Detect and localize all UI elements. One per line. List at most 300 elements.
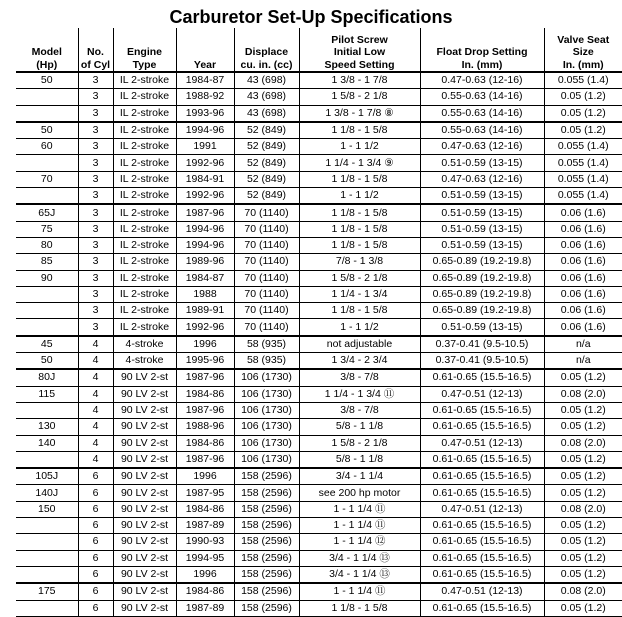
col-displace-cell: 106 (1730) (234, 386, 299, 402)
col-year-cell: 1994-95 (176, 550, 234, 566)
table-row (16, 534, 622, 550)
col-displace-cell: 52 (849) (234, 171, 299, 187)
col-model-cell: 85 (16, 254, 78, 270)
header-line: cu. in. (cc) (235, 59, 299, 72)
col-valve-cell: 0.06 (1.6) (544, 237, 622, 253)
col-year-cell: 1984-86 (176, 583, 234, 600)
col-year-cell: 1991 (176, 139, 234, 155)
col-displace-cell: 70 (1140) (234, 237, 299, 253)
table-row (16, 419, 622, 435)
col-cyl-cell: 3 (78, 286, 113, 302)
col-pilot-cell: 1 5/8 - 2 1/8 (299, 89, 420, 105)
col-pilot-cell: 1 - 1 1/4 ⑪ (299, 583, 420, 600)
col-pilot-cell: 3/4 - 1 1/4 (299, 468, 420, 485)
col-year-cell: 1994-96 (176, 221, 234, 237)
col-float-cell: 0.61-0.65 (15.5-16.5) (420, 451, 544, 468)
table-row (16, 566, 622, 583)
col-float-cell: 0.61-0.65 (15.5-16.5) (420, 600, 544, 616)
col-cyl-cell: 3 (78, 221, 113, 237)
col-engine-cell: IL 2-stroke (113, 303, 176, 319)
col-float-cell: 0.51-0.59 (13-15) (420, 221, 544, 237)
col-cyl-cell: 6 (78, 550, 113, 566)
col-float-cell: 0.47-0.63 (12-16) (420, 139, 544, 155)
col-pilot-cell: 1 3/4 - 2 3/4 (299, 353, 420, 370)
col-engine-cell: IL 2-stroke (113, 89, 176, 105)
col-engine-cell: 90 LV 2-st (113, 550, 176, 566)
col-valve-cell: 0.06 (1.6) (544, 303, 622, 319)
col-cyl-cell: 3 (78, 204, 113, 221)
col-displace-cell: 106 (1730) (234, 435, 299, 451)
col-model-cell: 70 (16, 171, 78, 187)
col-displace-cell: 158 (2596) (234, 550, 299, 566)
header-line: of Cyl (79, 59, 113, 72)
col-pilot-cell: 1 - 1 1/2 (299, 188, 420, 205)
col-float-cell: 0.61-0.65 (15.5-16.5) (420, 402, 544, 418)
col-year-cell: 1987-95 (176, 485, 234, 501)
col-engine-cell: 90 LV 2-st (113, 534, 176, 550)
col-model-cell: 115 (16, 386, 78, 402)
col-float-cell: 0.47-0.51 (12-13) (420, 501, 544, 517)
col-valve-cell: 0.055 (1.4) (544, 155, 622, 171)
col-float-cell: 0.61-0.65 (15.5-16.5) (420, 468, 544, 485)
col-engine-cell: 4-stroke (113, 336, 176, 353)
col-displace-cell: 106 (1730) (234, 369, 299, 386)
col-float-cell: 0.61-0.65 (15.5-16.5) (420, 566, 544, 583)
col-cyl-cell: 6 (78, 534, 113, 550)
col-cyl-cell: 3 (78, 319, 113, 336)
col-cyl-cell: 3 (78, 89, 113, 105)
col-float-cell: 0.51-0.59 (13-15) (420, 188, 544, 205)
col-year-cell: 1996 (176, 566, 234, 583)
col-year-cell: 1984-87 (176, 270, 234, 286)
col-model-cell (16, 155, 78, 171)
col-engine-cell: IL 2-stroke (113, 188, 176, 205)
header-line: Valve Seat (545, 34, 622, 47)
col-valve-cell: 0.08 (2.0) (544, 386, 622, 402)
col-pilot-cell: 1 5/8 - 2 1/8 (299, 270, 420, 286)
table-row (16, 369, 622, 386)
col-year-cell: 1992-96 (176, 155, 234, 171)
col-pilot-cell: 1 1/8 - 1 5/8 (299, 221, 420, 237)
col-year-cell: 1988-92 (176, 89, 234, 105)
col-float-cell: 0.65-0.89 (19.2-19.8) (420, 286, 544, 302)
col-pilot-cell: 1 3/8 - 1 7/8 ⑧ (299, 105, 420, 122)
col-engine-cell: 90 LV 2-st (113, 386, 176, 402)
col-displace-cell: 70 (1140) (234, 319, 299, 336)
col-float-cell: 0.51-0.59 (13-15) (420, 155, 544, 171)
col-displace-cell: 43 (698) (234, 72, 299, 89)
col-model-cell (16, 550, 78, 566)
col-pilot-cell: 3/4 - 1 1/4 ⑬ (299, 566, 420, 583)
table-row (16, 221, 622, 237)
col-valve-cell: 0.05 (1.2) (544, 600, 622, 616)
col-model-cell: 65J (16, 204, 78, 221)
col-cyl-cell: 6 (78, 518, 113, 534)
col-year-cell: 1989-91 (176, 303, 234, 319)
header-line: No. (79, 46, 113, 59)
col-engine-cell: 4-stroke (113, 353, 176, 370)
table-row (16, 386, 622, 402)
col-valve-cell: 0.05 (1.2) (544, 105, 622, 122)
col-engine-cell: 90 LV 2-st (113, 501, 176, 517)
col-year-cell: 1987-96 (176, 204, 234, 221)
col-displace-cell: 70 (1140) (234, 270, 299, 286)
col-pilot-cell: 1 1/4 - 1 3/4 ⑪ (299, 386, 420, 402)
col-year-cell: 1984-86 (176, 501, 234, 517)
col-model-cell (16, 89, 78, 105)
col-displace-cell: 70 (1140) (234, 221, 299, 237)
col-cyl-cell: 4 (78, 419, 113, 435)
col-model-cell (16, 451, 78, 468)
col-model-cell: 140J (16, 485, 78, 501)
col-valve-cell: 0.06 (1.6) (544, 286, 622, 302)
table-row (16, 122, 622, 139)
col-valve-cell: 0.06 (1.6) (544, 270, 622, 286)
table-row (16, 468, 622, 485)
col-model-cell (16, 600, 78, 616)
col-cyl-cell: 3 (78, 254, 113, 270)
col-model-header (16, 28, 78, 72)
col-model-cell: 90 (16, 270, 78, 286)
col-cyl-cell: 4 (78, 386, 113, 402)
col-engine-cell: IL 2-stroke (113, 204, 176, 221)
col-pilot-cell: 1 - 1 1/2 (299, 319, 420, 336)
col-cyl-cell: 3 (78, 237, 113, 253)
col-cyl-cell: 6 (78, 485, 113, 501)
col-model-cell (16, 319, 78, 336)
col-model-cell: 175 (16, 583, 78, 600)
col-float-cell: 0.55-0.63 (14-16) (420, 105, 544, 122)
table-row (16, 171, 622, 187)
col-valve-cell: 0.055 (1.4) (544, 171, 622, 187)
col-engine-cell: 90 LV 2-st (113, 566, 176, 583)
col-float-cell: 0.61-0.65 (15.5-16.5) (420, 369, 544, 386)
col-displace-cell: 52 (849) (234, 122, 299, 139)
col-year-cell: 1984-86 (176, 386, 234, 402)
col-model-cell: 80 (16, 237, 78, 253)
table-row (16, 139, 622, 155)
table-header-row (16, 28, 622, 72)
col-pilot-cell: 1 1/8 - 1 5/8 (299, 122, 420, 139)
col-model-cell: 75 (16, 221, 78, 237)
col-float-cell: 0.61-0.65 (15.5-16.5) (420, 534, 544, 550)
col-cyl-cell: 3 (78, 122, 113, 139)
col-valve-cell: 0.055 (1.4) (544, 139, 622, 155)
col-cyl-cell: 3 (78, 303, 113, 319)
col-displace-cell: 158 (2596) (234, 600, 299, 616)
col-pilot-cell: 1 1/8 - 1 5/8 (299, 171, 420, 187)
col-engine-cell: 90 LV 2-st (113, 518, 176, 534)
col-displace-cell: 52 (849) (234, 188, 299, 205)
col-year-cell: 1996 (176, 336, 234, 353)
table-row (16, 518, 622, 534)
col-model-cell: 50 (16, 122, 78, 139)
col-year-cell: 1984-91 (176, 171, 234, 187)
table-row (16, 286, 622, 302)
col-float-cell: 0.37-0.41 (9.5-10.5) (420, 336, 544, 353)
col-pilot-header (299, 28, 420, 72)
col-float-cell: 0.51-0.59 (13-15) (420, 319, 544, 336)
col-valve-cell: 0.05 (1.2) (544, 534, 622, 550)
col-pilot-cell: 1 1/8 - 1 5/8 (299, 237, 420, 253)
header-line: Type (114, 59, 176, 72)
col-year-cell: 1994-96 (176, 122, 234, 139)
col-valve-cell: 0.08 (2.0) (544, 435, 622, 451)
col-year-cell: 1988 (176, 286, 234, 302)
col-year-cell: 1984-86 (176, 435, 234, 451)
table-row (16, 485, 622, 501)
col-year-cell: 1987-96 (176, 451, 234, 468)
table-row (16, 600, 622, 616)
col-valve-cell: 0.05 (1.2) (544, 468, 622, 485)
col-cyl-cell: 4 (78, 402, 113, 418)
col-valve-cell: 0.05 (1.2) (544, 369, 622, 386)
col-engine-cell: IL 2-stroke (113, 105, 176, 122)
col-float-cell: 0.61-0.65 (15.5-16.5) (420, 550, 544, 566)
col-pilot-cell: 3/4 - 1 1/4 ⑬ (299, 550, 420, 566)
col-cyl-cell: 6 (78, 468, 113, 485)
col-year-cell: 1994-96 (176, 237, 234, 253)
col-engine-cell: 90 LV 2-st (113, 419, 176, 435)
table-body (16, 72, 622, 616)
col-float-cell: 0.47-0.51 (12-13) (420, 435, 544, 451)
col-valve-cell: 0.055 (1.4) (544, 72, 622, 89)
spec-table (16, 28, 622, 617)
col-model-cell: 150 (16, 501, 78, 517)
col-engine-cell: IL 2-stroke (113, 139, 176, 155)
table-row (16, 270, 622, 286)
col-pilot-cell: 1 - 1 1/4 ⑪ (299, 501, 420, 517)
header-line: Initial Low (300, 46, 420, 59)
table-row (16, 237, 622, 253)
col-year-cell: 1996 (176, 468, 234, 485)
table-row (16, 336, 622, 353)
col-float-cell: 0.51-0.59 (13-15) (420, 204, 544, 221)
col-valve-cell: 0.08 (2.0) (544, 501, 622, 517)
col-engine-cell: 90 LV 2-st (113, 451, 176, 468)
col-engine-cell: 90 LV 2-st (113, 600, 176, 616)
col-year-cell: 1995-96 (176, 353, 234, 370)
col-year-cell: 1987-96 (176, 402, 234, 418)
col-cyl-cell: 3 (78, 155, 113, 171)
col-pilot-cell: 1 - 1 1/2 (299, 139, 420, 155)
table-row (16, 254, 622, 270)
col-float-cell: 0.65-0.89 (19.2-19.8) (420, 254, 544, 270)
col-pilot-cell: 1 5/8 - 2 1/8 (299, 435, 420, 451)
col-engine-cell: IL 2-stroke (113, 319, 176, 336)
col-model-cell (16, 188, 78, 205)
table-row (16, 402, 622, 418)
col-displace-cell: 70 (1140) (234, 204, 299, 221)
col-pilot-cell: 1 1/8 - 1 5/8 (299, 204, 420, 221)
col-valve-cell: 0.05 (1.2) (544, 451, 622, 468)
table-row (16, 155, 622, 171)
col-valve-header (544, 28, 622, 72)
col-valve-cell: 0.05 (1.2) (544, 485, 622, 501)
col-valve-cell: n/a (544, 353, 622, 370)
col-float-cell: 0.55-0.63 (14-16) (420, 89, 544, 105)
col-displace-cell: 158 (2596) (234, 518, 299, 534)
col-model-cell: 50 (16, 353, 78, 370)
col-pilot-cell: not adjustable (299, 336, 420, 353)
col-engine-cell: 90 LV 2-st (113, 402, 176, 418)
col-year-cell: 1987-89 (176, 600, 234, 616)
table-row (16, 353, 622, 370)
col-year-cell: 1992-96 (176, 188, 234, 205)
col-cyl-cell: 4 (78, 451, 113, 468)
col-valve-cell: 0.05 (1.2) (544, 402, 622, 418)
col-engine-cell: 90 LV 2-st (113, 369, 176, 386)
col-model-cell: 60 (16, 139, 78, 155)
col-pilot-cell: 1 3/8 - 1 7/8 (299, 72, 420, 89)
table-row (16, 72, 622, 89)
col-float-cell: 0.61-0.65 (15.5-16.5) (420, 485, 544, 501)
header-line: Displace (235, 46, 299, 59)
col-cyl-cell: 3 (78, 171, 113, 187)
col-engine-cell: IL 2-stroke (113, 254, 176, 270)
col-displace-cell: 158 (2596) (234, 534, 299, 550)
col-valve-cell: 0.055 (1.4) (544, 188, 622, 205)
col-model-cell: 130 (16, 419, 78, 435)
col-year-cell: 1992-96 (176, 319, 234, 336)
col-cyl-header (78, 28, 113, 72)
col-engine-cell: IL 2-stroke (113, 221, 176, 237)
col-model-cell: 45 (16, 336, 78, 353)
col-pilot-cell: 1 1/8 - 1 5/8 (299, 303, 420, 319)
col-displace-cell: 158 (2596) (234, 485, 299, 501)
col-year-cell: 1989-96 (176, 254, 234, 270)
col-year-cell: 1987-96 (176, 369, 234, 386)
col-cyl-cell: 6 (78, 600, 113, 616)
header-line: Pilot Screw (300, 34, 420, 47)
col-engine-cell: IL 2-stroke (113, 72, 176, 89)
col-float-cell: 0.51-0.59 (13-15) (420, 237, 544, 253)
col-model-cell (16, 402, 78, 418)
col-displace-cell: 43 (698) (234, 105, 299, 122)
col-displace-cell: 106 (1730) (234, 402, 299, 418)
col-displace-cell: 158 (2596) (234, 468, 299, 485)
col-cyl-cell: 3 (78, 139, 113, 155)
col-engine-cell: IL 2-stroke (113, 286, 176, 302)
col-float-cell: 0.47-0.63 (12-16) (420, 171, 544, 187)
col-engine-cell: 90 LV 2-st (113, 435, 176, 451)
col-model-cell (16, 286, 78, 302)
col-float-cell: 0.61-0.65 (15.5-16.5) (420, 419, 544, 435)
col-cyl-cell: 3 (78, 188, 113, 205)
table-row (16, 435, 622, 451)
table-row (16, 550, 622, 566)
table-row (16, 451, 622, 468)
col-displace-cell: 158 (2596) (234, 583, 299, 600)
col-year-cell: 1984-87 (176, 72, 234, 89)
col-year-cell: 1987-89 (176, 518, 234, 534)
col-pilot-cell: 5/8 - 1 1/8 (299, 451, 420, 468)
col-cyl-cell: 6 (78, 566, 113, 583)
col-valve-cell: 0.06 (1.6) (544, 221, 622, 237)
col-valve-cell: 0.05 (1.2) (544, 419, 622, 435)
table-row (16, 105, 622, 122)
col-cyl-cell: 4 (78, 353, 113, 370)
col-cyl-cell: 3 (78, 72, 113, 89)
col-engine-cell: IL 2-stroke (113, 171, 176, 187)
header-line: Model (16, 46, 78, 59)
col-float-cell: 0.47-0.63 (12-16) (420, 72, 544, 89)
col-engine-cell: IL 2-stroke (113, 270, 176, 286)
table-row (16, 303, 622, 319)
col-valve-cell: 0.05 (1.2) (544, 518, 622, 534)
col-displace-cell: 70 (1140) (234, 303, 299, 319)
col-model-cell (16, 105, 78, 122)
header-line: Speed Setting (300, 59, 420, 72)
col-cyl-cell: 4 (78, 369, 113, 386)
col-model-cell (16, 566, 78, 583)
col-engine-cell: 90 LV 2-st (113, 485, 176, 501)
col-engine-header (113, 28, 176, 72)
col-model-cell: 50 (16, 72, 78, 89)
col-float-cell: 0.37-0.41 (9.5-10.5) (420, 353, 544, 370)
col-pilot-cell: 1 1/4 - 1 3/4 (299, 286, 420, 302)
page-title: Carburetor Set-Up Specifications (0, 6, 622, 28)
col-model-cell: 80J (16, 369, 78, 386)
col-displace-cell: 106 (1730) (234, 419, 299, 435)
col-model-cell (16, 534, 78, 550)
col-engine-cell: 90 LV 2-st (113, 583, 176, 600)
col-valve-cell: 0.05 (1.2) (544, 122, 622, 139)
col-displace-cell: 58 (935) (234, 353, 299, 370)
col-cyl-cell: 4 (78, 435, 113, 451)
col-pilot-cell: see 200 hp motor (299, 485, 420, 501)
col-displace-cell: 158 (2596) (234, 501, 299, 517)
header-line: In. (mm) (545, 59, 622, 72)
col-valve-cell: 0.06 (1.6) (544, 319, 622, 336)
col-float-cell: 0.55-0.63 (14-16) (420, 122, 544, 139)
col-valve-cell: n/a (544, 336, 622, 353)
col-cyl-cell: 3 (78, 270, 113, 286)
col-cyl-cell: 4 (78, 336, 113, 353)
table-row (16, 204, 622, 221)
col-displace-cell: 106 (1730) (234, 451, 299, 468)
col-displace-cell: 70 (1140) (234, 286, 299, 302)
header-line: Float Drop Setting (421, 46, 544, 59)
col-model-cell: 140 (16, 435, 78, 451)
col-valve-cell: 0.06 (1.6) (544, 204, 622, 221)
col-model-cell (16, 303, 78, 319)
col-year-cell: 1993-96 (176, 105, 234, 122)
col-pilot-cell: 5/8 - 1 1/8 (299, 419, 420, 435)
col-cyl-cell: 6 (78, 583, 113, 600)
col-model-cell (16, 518, 78, 534)
col-pilot-cell: 3/8 - 7/8 (299, 402, 420, 418)
col-float-cell: 0.65-0.89 (19.2-19.8) (420, 270, 544, 286)
col-float-header (420, 28, 544, 72)
col-year-cell: 1990-93 (176, 534, 234, 550)
table-row (16, 89, 622, 105)
col-float-cell: 0.47-0.51 (12-13) (420, 583, 544, 600)
col-pilot-cell: 1 1/4 - 1 3/4 ⑨ (299, 155, 420, 171)
col-displace-header (234, 28, 299, 72)
header-line: (Hp) (16, 59, 78, 72)
col-pilot-cell: 1 - 1 1/4 ⑪ (299, 518, 420, 534)
col-displace-cell: 52 (849) (234, 155, 299, 171)
header-line: Engine (114, 46, 176, 59)
col-engine-cell: IL 2-stroke (113, 155, 176, 171)
col-engine-cell: 90 LV 2-st (113, 468, 176, 485)
header-line: Size (545, 46, 622, 59)
col-displace-cell: 158 (2596) (234, 566, 299, 583)
col-float-cell: 0.65-0.89 (19.2-19.8) (420, 303, 544, 319)
header-line: In. (mm) (421, 59, 544, 72)
table-row (16, 319, 622, 336)
